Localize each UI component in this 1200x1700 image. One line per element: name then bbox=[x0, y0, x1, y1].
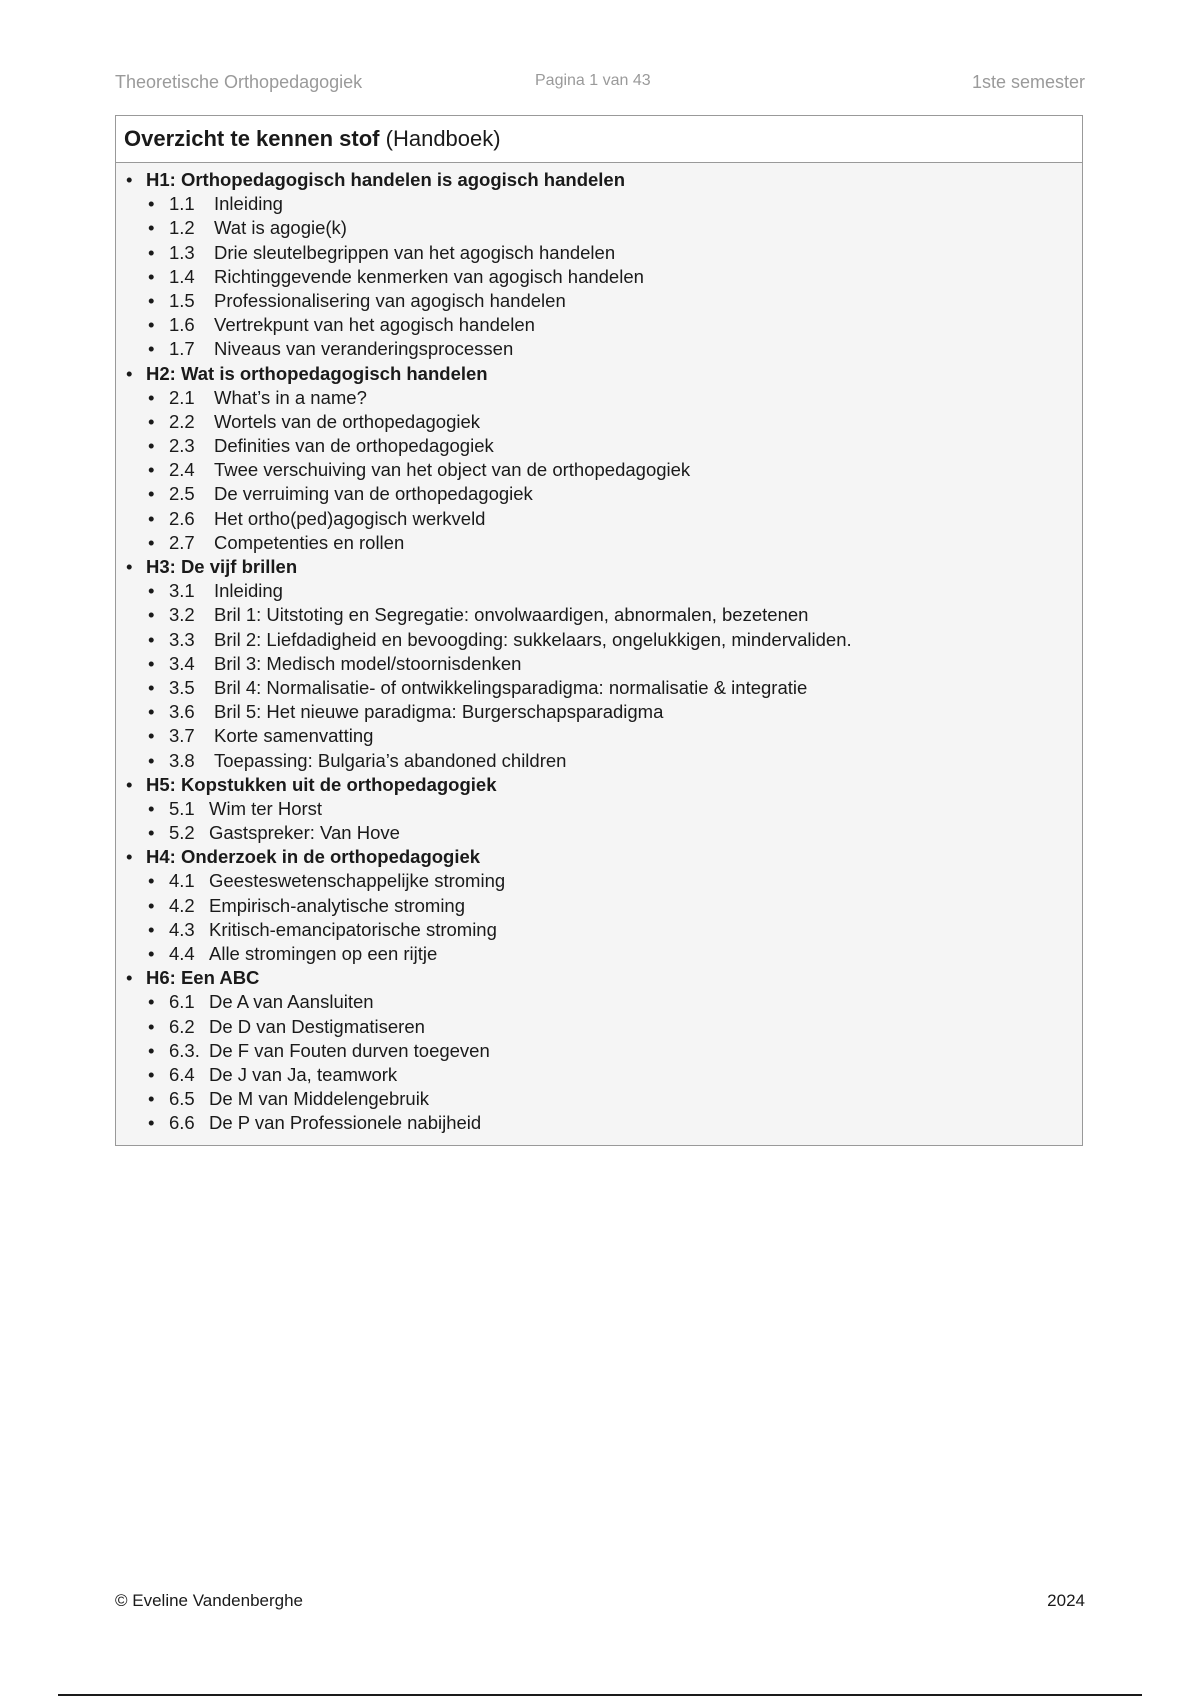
section-number: 3.2 bbox=[169, 604, 195, 626]
section-label: Toepassing: Bulgaria’s abandoned children bbox=[214, 749, 567, 771]
section-item bbox=[124, 289, 1082, 313]
section-number: 1.3 bbox=[169, 241, 195, 263]
section-item bbox=[124, 241, 1082, 265]
table-of-contents bbox=[116, 163, 1082, 1136]
section-number: 3.3 bbox=[169, 628, 195, 650]
section-item bbox=[124, 192, 1082, 216]
section-number: 4.3 bbox=[169, 918, 195, 940]
bottom-divider bbox=[58, 1694, 1142, 1696]
section-label: De D van Destigmatiseren bbox=[209, 1015, 425, 1037]
section-label: Vertrekpunt van het agogisch handelen bbox=[214, 314, 535, 336]
chapter-heading: • H6: Een ABC bbox=[124, 966, 1082, 990]
section-number: 4.2 bbox=[169, 894, 195, 916]
header-semester: 1ste semester bbox=[971, 72, 1085, 92]
section-label: Wim ter Horst bbox=[209, 797, 323, 819]
section-item bbox=[124, 894, 1082, 918]
section-number: 1.5 bbox=[169, 289, 195, 311]
section-item bbox=[124, 749, 1082, 773]
section-item bbox=[124, 869, 1082, 893]
section-label: Bril 1: Uitstoting en Segregatie: onvolwaardigen, abnormalen, bezetenen bbox=[214, 604, 809, 626]
section-number: 6.3. bbox=[169, 1039, 200, 1061]
section-item bbox=[124, 531, 1082, 555]
overview-box bbox=[115, 115, 1083, 1146]
chapter-heading: • H2: Wat is orthopedagogisch handelen bbox=[124, 362, 1082, 386]
section-label: Empirisch-analytische stroming bbox=[209, 894, 466, 916]
section-label: Bril 4: Normalisatie- of ontwikkelingsparadigma: normalisatie & integratie bbox=[214, 676, 808, 698]
section-item bbox=[124, 386, 1082, 410]
section-number: 3.1 bbox=[169, 580, 195, 602]
section-number: 3.8 bbox=[169, 749, 195, 771]
section-number: 2.4 bbox=[169, 459, 195, 481]
section-label: Inleiding bbox=[214, 580, 283, 602]
section-item bbox=[124, 1015, 1082, 1039]
section-number: 2.6 bbox=[169, 507, 195, 529]
section-number: 4.1 bbox=[169, 870, 195, 892]
section-label: De J van Ja, teamwork bbox=[209, 1063, 398, 1085]
section-number: 6.6 bbox=[169, 1112, 195, 1134]
overview-title bbox=[116, 116, 1082, 163]
overview-title-bold: Overzicht te kennen stof bbox=[124, 126, 380, 151]
section-label: Gastspreker: Van Hove bbox=[209, 822, 400, 844]
section-label: Bril 3: Medisch model/stoornisdenken bbox=[214, 652, 522, 674]
section-label: Alle stromingen op een rijtje bbox=[209, 943, 438, 964]
section-number: 1.1 bbox=[169, 193, 195, 215]
section-number: 3.7 bbox=[169, 725, 195, 747]
section-label: Drie sleutelbegrippen van het agogisch handelen bbox=[214, 241, 616, 263]
section-label: Bril 5: Het nieuwe paradigma: Burgerschapsparadigma bbox=[214, 701, 664, 723]
section-number: 1.4 bbox=[169, 265, 195, 287]
section-number: 3.5 bbox=[169, 676, 195, 698]
section-item bbox=[124, 1063, 1082, 1087]
header-course-title: Theoretische Orthopedagogiek bbox=[115, 72, 363, 92]
section-label: Korte samenvatting bbox=[214, 725, 374, 747]
section-number: 6.5 bbox=[169, 1088, 195, 1110]
section-label: De P van Professionele nabijheid bbox=[209, 1112, 482, 1134]
section-item bbox=[124, 482, 1082, 506]
section-label: Het ortho(ped)agogisch werkveld bbox=[214, 507, 486, 529]
section-label: De M van Middelengebruik bbox=[209, 1088, 430, 1110]
section-number: 1.6 bbox=[169, 314, 195, 336]
header-page-number: Pagina 1 van 43 bbox=[535, 72, 651, 89]
chapter-heading: • H5: Kopstukken uit de orthopedagogiek bbox=[124, 773, 1082, 797]
section-item bbox=[124, 216, 1082, 240]
chapter-heading: • H3: De vijf brillen bbox=[124, 555, 1082, 579]
section-item bbox=[124, 410, 1082, 434]
footer-author: © Eveline Vandenberghe bbox=[115, 1591, 304, 1610]
section-item bbox=[124, 337, 1082, 361]
section-number: 3.4 bbox=[169, 652, 195, 674]
section-number: 6.4 bbox=[169, 1063, 195, 1085]
section-label: Twee verschuiving van het object van de orthopedagogiek bbox=[214, 459, 691, 481]
section-number: 1.2 bbox=[169, 217, 195, 239]
section-number: 2.5 bbox=[169, 483, 195, 505]
section-item bbox=[124, 990, 1082, 1014]
section-item bbox=[124, 507, 1082, 531]
section-item bbox=[124, 579, 1082, 603]
section-item bbox=[124, 942, 1082, 966]
section-item bbox=[124, 434, 1082, 458]
section-label: De F van Fouten durven toegeven bbox=[209, 1039, 490, 1061]
section-number: 2.2 bbox=[169, 410, 195, 432]
section-item bbox=[124, 918, 1082, 942]
section-label: Inleiding bbox=[214, 193, 283, 215]
section-label: Professionalisering van agogisch handelen bbox=[214, 289, 566, 311]
section-number: 2.7 bbox=[169, 531, 195, 553]
section-number: 5.1 bbox=[169, 797, 195, 819]
section-item bbox=[124, 700, 1082, 724]
section-item bbox=[124, 652, 1082, 676]
section-label: What’s in a name? bbox=[214, 386, 367, 408]
section-number: 4.4 bbox=[169, 943, 195, 964]
overview-title-rest: (Handboek) bbox=[379, 126, 501, 151]
page-header bbox=[115, 72, 1085, 96]
section-label: Kritisch-emancipatorische stroming bbox=[209, 918, 497, 940]
section-number: 2.1 bbox=[169, 386, 195, 408]
section-label: Definities van de orthopedagogiek bbox=[214, 435, 494, 457]
section-number: 6.2 bbox=[169, 1015, 195, 1037]
section-item bbox=[124, 603, 1082, 627]
section-label: Wortels van de orthopedagogiek bbox=[214, 410, 481, 432]
section-label: Niveaus van veranderingsprocessen bbox=[214, 338, 514, 360]
section-label: De A van Aansluiten bbox=[209, 991, 374, 1013]
section-item bbox=[124, 1111, 1082, 1135]
section-item bbox=[124, 265, 1082, 289]
section-number: 5.2 bbox=[169, 822, 195, 844]
section-number: 6.1 bbox=[169, 991, 195, 1013]
section-label: Wat is agogie(k) bbox=[214, 217, 347, 239]
section-label: Richtinggevende kenmerken van agogisch handelen bbox=[214, 265, 644, 287]
section-label: Bril 2: Liefdadigheid en bevoogding: sukkelaars, ongelukkigen, mindervaliden. bbox=[214, 628, 852, 650]
section-label: De verruiming van de orthopedagogiek bbox=[214, 483, 533, 505]
section-number: 2.3 bbox=[169, 435, 195, 457]
section-item bbox=[124, 1039, 1082, 1063]
section-number: 3.6 bbox=[169, 701, 195, 723]
chapter-heading: • H4: Onderzoek in de orthopedagogiek bbox=[124, 845, 1082, 869]
section-item bbox=[124, 724, 1082, 748]
footer-year: 2024 bbox=[1047, 1591, 1085, 1610]
section-item bbox=[124, 458, 1082, 482]
section-item bbox=[124, 313, 1082, 337]
section-item bbox=[124, 1087, 1082, 1111]
section-item bbox=[124, 797, 1082, 821]
chapter-heading: • H1: Orthopedagogisch handelen is agogisch handelen bbox=[124, 168, 1082, 192]
section-item bbox=[124, 628, 1082, 652]
section-number: 1.7 bbox=[169, 338, 195, 360]
section-label: Geesteswetenschappelijke stroming bbox=[209, 870, 506, 892]
section-item bbox=[124, 821, 1082, 845]
section-label: Competenties en rollen bbox=[214, 531, 405, 553]
section-item bbox=[124, 676, 1082, 700]
